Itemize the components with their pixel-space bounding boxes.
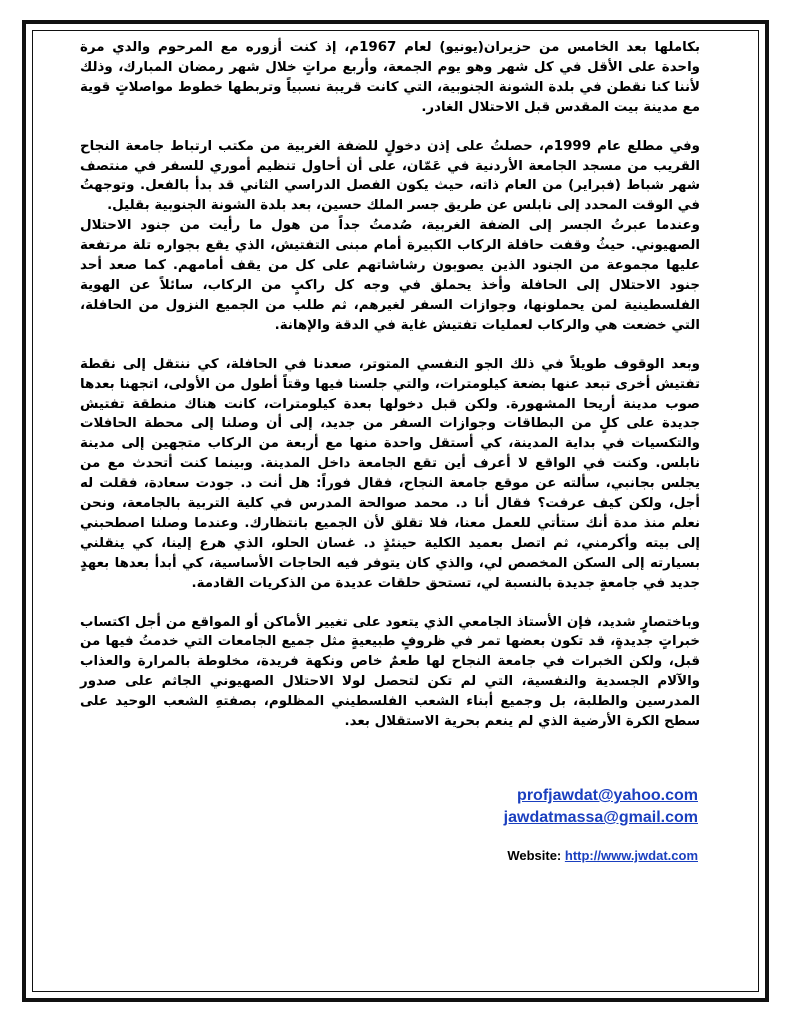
paragraph-1: بكاملها بعد الخامس من حزيران(يونيو) لعام 1967م، إذ كنت أزوره مع المرحوم والدي مرة واحدة على الأقل في كل شهر وهو يوم الجمعة، وأربع مراتٍ خلال شهر رمضان المبارك، وذلك لأننا كنا نقطن في بلدة الشونة الجنوبية، التي كانت قريبة نسبياً وتربطها خطوط مواصلاتٍ قوية مع مدينة بيت المقدس قبل الاحتلال الغادر. <box>80 40 700 115</box>
paragraph-2: وفي مطلع عام 1999م، حصلتُ على إذن دخولٍ للضفة الغربية من مكتب ارتباط جامعة النجاح القريب من مسجد الجامعة الأردنية في عَمّان، على أن أحاول تنظيم أموري للسفر في منتصف شهر شباط (فبراير) من العام ذاته، حيث يكون الفصل الدراسي الثاني قد بدأ بالفعل. وتوجهتُ في الوقت المحدد إلى نابلس عن طريق جسر الملك حسين، بعد بلدة الشونة الجنوبية بقليل. <box>80 138 700 214</box>
paragraph-5: وباختصارٍ شديد، فإن الأستاذ الجامعي الذي يتعود على تغيير الأماكن أو المواقع من أجل اكتساب خبراتٍ جديدةٍ، قد تكون بعضها تمر في ظروفٍ طبيعيةٍ مثل جميع الجامعات التي خدمتُ فيها من قبل، ولكن الخبرات في جامعة النجاح لها طعمٌ خاص ونكهة فريدة، مخلوطة بالمرارة والعذاب والآلام الجسدية والنفسية، التي لم تكن لتحصل لولا الاحتلال الصهيوني الجاثم على صدور المدرسين والطلبة، بل وجميع أبناء الشعب الفلسطيني المظلوم، بصفتهِ الشعب الوحيد على سطح الكرة الأرضية الذي لم ينعم بحرية الاستقلال بعد. <box>80 614 700 730</box>
website-link[interactable]: http://www.jwdat.com <box>564 848 698 863</box>
email-link-yahoo[interactable]: profjawdat@yahoo.com <box>517 787 698 804</box>
contact-emails <box>504 785 698 829</box>
website-label: Website: <box>507 848 562 863</box>
paragraph-spacer <box>80 118 700 137</box>
email-link-gmail[interactable]: jawdatmassa@gmail.com <box>503 809 698 826</box>
article-body <box>80 38 700 732</box>
website-line <box>507 848 698 863</box>
paragraph-4: وبعد الوقوف طويلاً في ذلك الجو النفسي المتوتر، صعدنا في الحافلة، كي ننتقل إلى نقطة تفتيش أخرى تبعد عنها بضعة كيلومترات، والتي جلسنا فيها وقتاً أطول من الأولى، اتجهنا بعدها صوب مدينة أريحا المشهورة. ولكن قبل دخولها بعدة كيلومترات، كانت هناك منطقة تفتيش جديدة على كلٍ من البطاقات وجوازات السفر من جديد، إلى أن وصلنا إلى محطة الحافلات والتكسيات في بداية المدينة، كي أستقل واحدة منها مع أربعة من الركاب متجهين إلى مدينة نابلس. وكنت في الواقع لا أعرف أين تقع الجامعة داخل المدينة. وبينما كنت أتحدث مع من يجلس بجانبي، سألته عن موقع جامعة النجاح، فقال فوراً: هل أنت د. جودت سعادة، فقلت له أجل، ولكن كيف عرفت؟ فقال أنا د. محمد صوالحة المدرس في كلية التربية بالجامعة، ونحن نعلم منذ مدة أنك ستأتي للعمل معنا، فلا تقلق لأن الجميع بانتظارك. وعندما وصلنا اصطحبني إلى بيته وأكرمني، ثم اتصل بعميد الكلية حينئذٍ د. غسان الحلو، الذي هرع إلينا، كي ينقلني بسيارته إلى السكن المخصص لي، والذي كان يتوفر فيه الحاجات الأساسية، كي أبدأ بعدها بعهدٍ جديد في جامعةٍ جديدة بالنسبة لي، تستحق حلقات عديدة من الذكريات القادمة. <box>80 356 700 591</box>
paragraph-3: وعندما عبرتُ الجسر إلى الضفة الغربية، صُدمتُ جداً من هول ما رأيت من جنود الاحتلال الصهيوني. حيثُ وقفت حافلة الركاب الكبيرة أمام مبنى التفتيش، الذي يقع بجواره تلة مرتفعة عليها مجموعة من الجنود الذين يصوبون رشاشاتهم على كل من يقف أمامهم. كما صعد أحد جنود الاحتلال إلى الحافلة وأخذ يحملق في وجه كل راكبٍ من الركاب، سائلاً عن الهوية الفلسطينية لمن يحملونها، وجوازات السفر لغيرهم، ثم طلب من الجميع النزول من الحافلة، التي خضعت هي والركاب لعمليات تفتيش غاية في الدقة والإهانة. <box>80 218 700 333</box>
paragraph-spacer <box>80 594 700 613</box>
paragraph-spacer <box>80 336 700 355</box>
